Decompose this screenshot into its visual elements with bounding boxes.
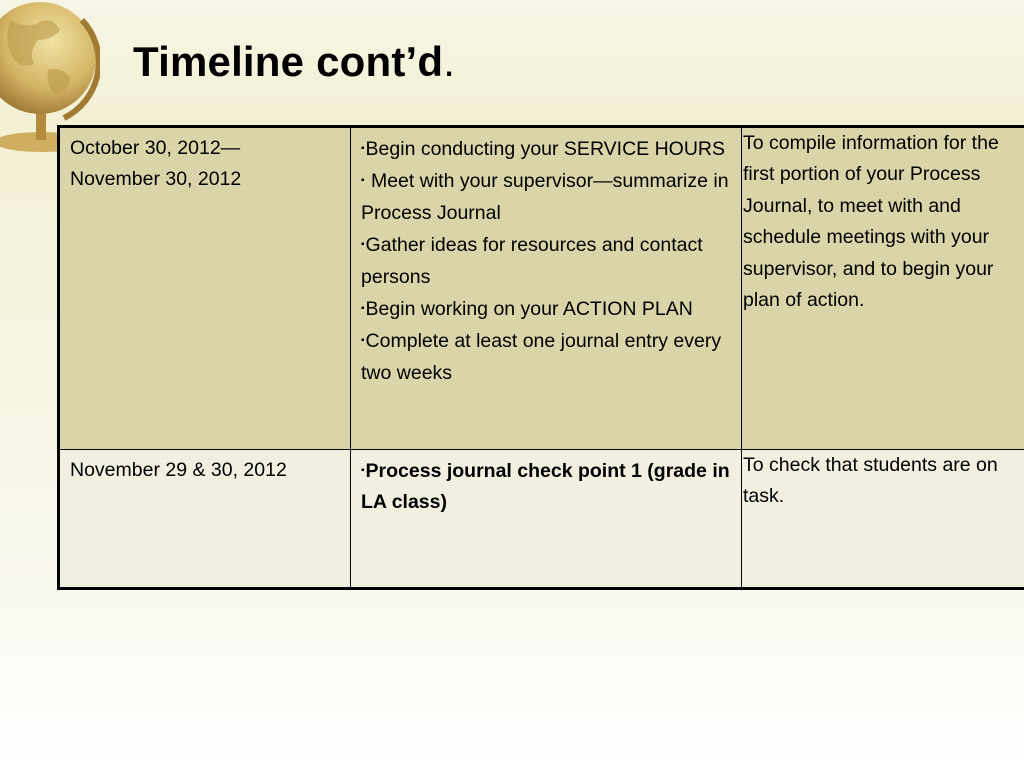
task-text: Complete at least one journal entry every two weeks bbox=[361, 330, 722, 384]
date-text: November 29 & 30, 2012 bbox=[70, 459, 287, 481]
task-text: Process journal check point 1 (grade in LA class) bbox=[361, 460, 730, 514]
date-cell bbox=[60, 450, 351, 588]
task-item bbox=[361, 325, 731, 389]
bullet-icon: ▪ bbox=[361, 239, 365, 251]
purpose-text: To compile information for the first portion of your Process Journal, to meet with and schedule meetings with your supervisor, and to begin your plan of action. bbox=[743, 132, 999, 312]
tasks-cell bbox=[351, 128, 742, 450]
purpose-cell bbox=[742, 128, 1024, 450]
slide-title-text: Timeline cont’d bbox=[133, 38, 444, 85]
bullet-icon: ▪ bbox=[361, 465, 365, 476]
slide-title bbox=[133, 38, 455, 86]
bullet-icon: ▪ bbox=[361, 143, 365, 154]
task-text: Meet with your supervisor—summarize in Process Journal bbox=[361, 170, 729, 224]
purpose-text: To check that students are on task. bbox=[743, 454, 998, 508]
table-row bbox=[60, 450, 1024, 588]
task-text: Begin conducting your SERVICE HOURS bbox=[365, 138, 726, 160]
date-text: November 30, 2012 bbox=[70, 168, 242, 191]
task-item bbox=[361, 293, 731, 325]
bullet-icon: ▪ bbox=[361, 303, 365, 315]
slide-title-period: . bbox=[443, 38, 456, 85]
bullet-icon: ▪ bbox=[361, 335, 365, 347]
task-text: Begin working on your ACTION PLAN bbox=[365, 298, 693, 321]
task-item bbox=[361, 229, 731, 293]
purpose-cell bbox=[742, 450, 1024, 588]
task-text: Gather ideas for resources and contact persons bbox=[361, 234, 703, 288]
tasks-cell bbox=[351, 450, 742, 588]
task-item bbox=[361, 455, 731, 519]
bullet-icon: ▪ bbox=[361, 175, 365, 187]
task-item bbox=[361, 165, 731, 229]
timeline-table bbox=[59, 127, 1024, 588]
date-text: October 30, 2012— bbox=[70, 137, 241, 159]
task-item bbox=[361, 133, 731, 165]
date-cell bbox=[60, 128, 351, 450]
table-row bbox=[60, 128, 1024, 450]
